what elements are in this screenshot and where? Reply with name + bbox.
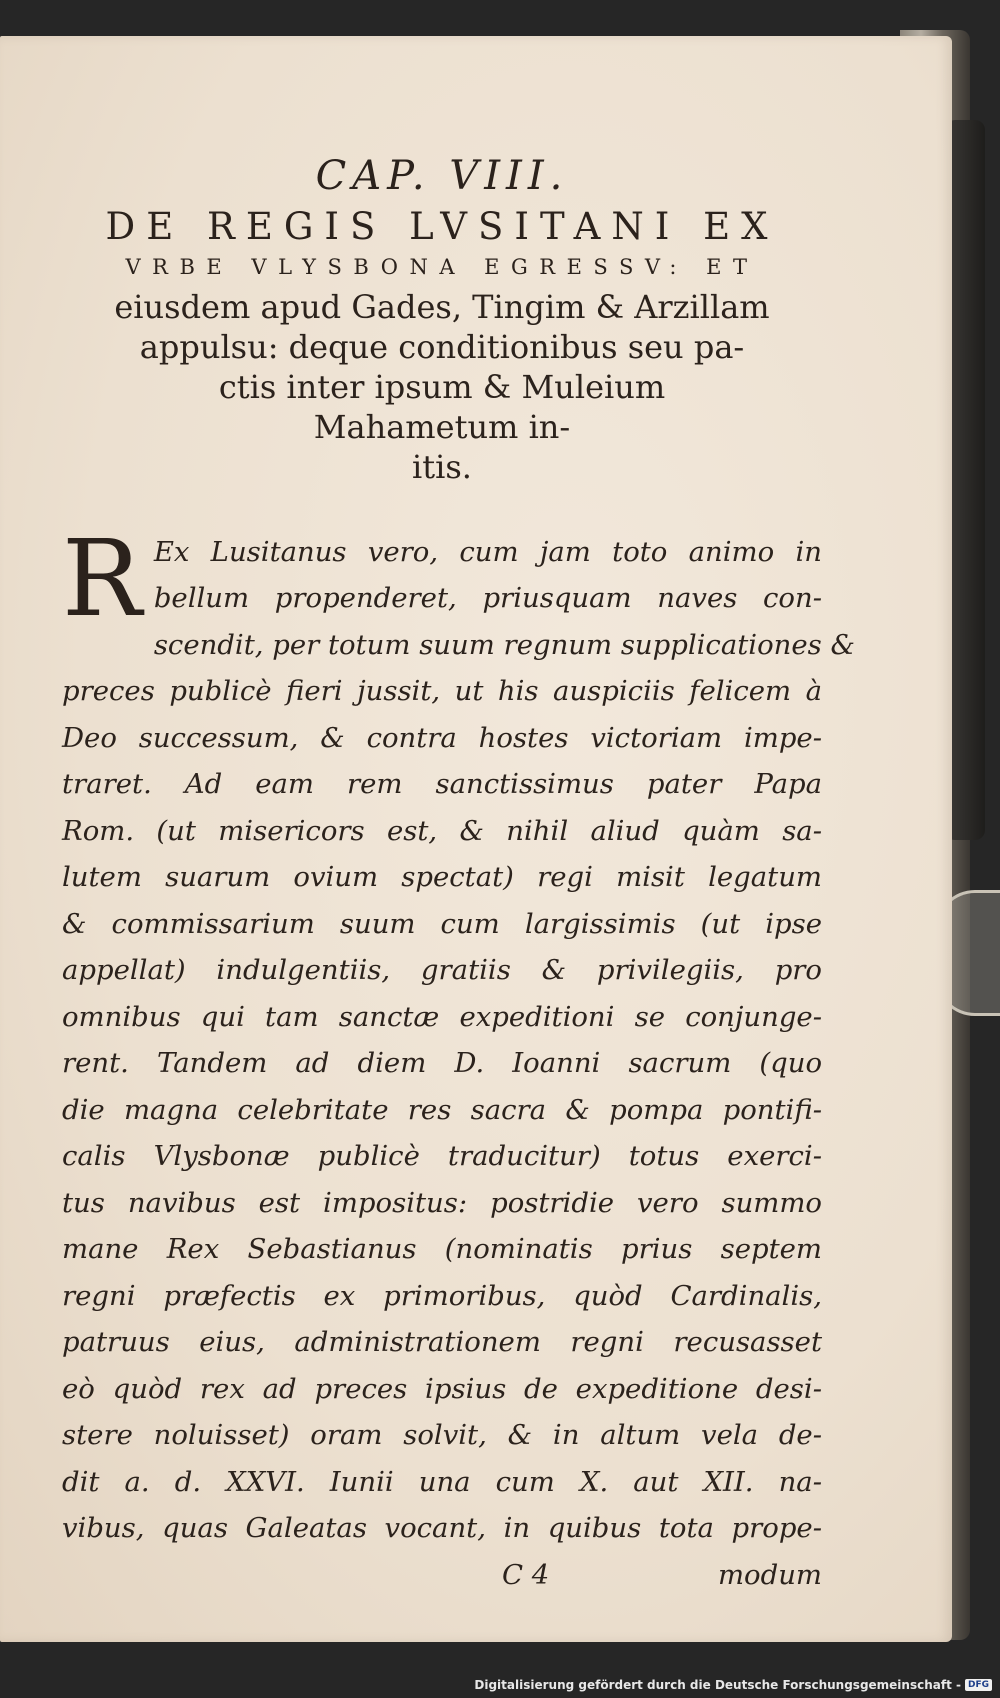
body-line: rent. Tandem ad diem D. Ioanni sacrum (quo [62,1047,822,1080]
body-line: preces publicè fieri jussit, ut his auspiciis felicem à [62,675,822,708]
body-line: bellum propenderet, priusquam naves con- [153,582,822,615]
body-line: die magna celebritate res sacra & pompa pontifi- [62,1093,822,1126]
body-line: lutem suarum ovium spectat) regi misit legatum [62,861,822,894]
body-line: mane Rex Sebastianus (nominatis prius septem [62,1233,822,1266]
page-text [62,96,855,1598]
body-line: Rom. (ut misericors est, & nihil aliud quàm sa- [62,814,822,847]
drop-cap: R [62,516,142,640]
digitization-credit [474,1678,992,1692]
heading-line-6: Mahametum in- [313,407,571,446]
heading-line-1: DE REGIS LVSITANI EX [105,205,779,248]
heading-line-5: ctis inter ipsum & Muleium [218,367,666,406]
body-line: traret. Ad eam rem sanctissimus pater Papa [62,768,822,801]
chapter-number: CAP. VIII. [315,153,569,199]
heading-line-4: appulsu: deque conditionibus seu pa- [139,327,745,366]
credit-text: Digitalisierung gefördert durch die Deutsche Forschungsgemeinschaft - [474,1678,961,1692]
book-page [0,36,952,1642]
body-line: Deo successum, & contra hostes victoriam impe- [62,721,822,754]
dfg-logo: DFG [965,1679,992,1691]
page-footer [62,1552,822,1599]
heading-line-2: VRBE VLYSBONA EGRESSV: ET [125,254,759,279]
catchword: modum [717,1558,822,1591]
body-line: patruus eius, administrationem regni recusasset [62,1326,822,1359]
body-text [62,516,855,1599]
body-line: tus navibus est impositus: postridie vero summo [62,1186,822,1219]
signature-mark: C 4 [502,1558,550,1591]
heading-line-7: itis. [412,447,472,486]
body-line: scendit, per totum suum regnum supplicationes & [153,628,855,661]
body-line: regni præfectis ex primoribus, quòd Cardinalis, [62,1279,822,1312]
body-line: Ex Lusitanus vero, cum jam toto animo in [153,535,822,568]
body-line: dit a. d. XXVI. Iunii una cum X. aut XII. na- [62,1465,822,1498]
heading-line-3: eiusdem apud Gades, Tingim & Arzillam [114,287,770,326]
body-line: calis Vlysbonæ publicè traducitur) totus exerci- [62,1140,822,1173]
body-line: omnibus qui tam sanctæ expeditioni se conjunge- [62,1000,822,1033]
body-line: eò quòd rex ad preces ipsius de expeditione desi- [62,1372,822,1405]
body-line: appellat) indulgentiis, gratiis & privilegiis, pro [62,954,822,987]
body-lines [62,516,855,1552]
body-line: vibus, quas Galeatas vocant, in quibus tota prope- [62,1512,822,1545]
body-line: & commissarium suum cum largissimis (ut ipse [62,907,822,940]
body-line: stere noluisset) oram solvit, & in altum vela de- [62,1419,822,1452]
